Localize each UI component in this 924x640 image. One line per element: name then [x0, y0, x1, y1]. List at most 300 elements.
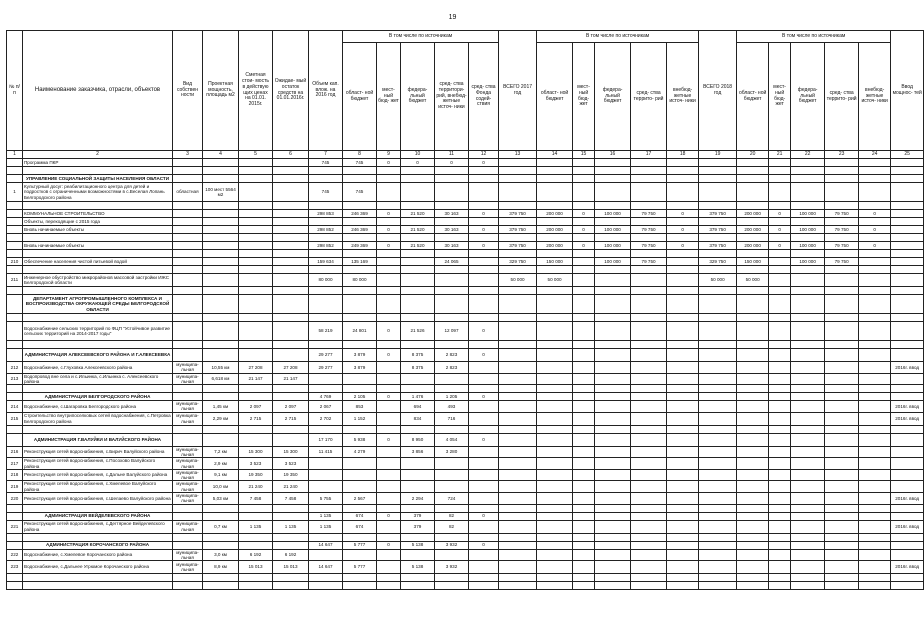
value-cell: [891, 469, 924, 481]
value-cell: [573, 549, 595, 561]
value-cell: [791, 512, 825, 520]
column-number-cell: 5: [239, 151, 273, 159]
value-cell: 50 000: [737, 274, 769, 287]
value-cell: 2016г. ввод: [891, 362, 924, 374]
value-cell: 2016г. ввод: [891, 401, 924, 413]
value-cell: [791, 218, 825, 226]
value-cell: [203, 582, 239, 590]
value-cell: [499, 520, 537, 533]
value-cell: [309, 295, 343, 314]
value-cell: [737, 287, 769, 295]
value-cell: [791, 561, 825, 574]
value-cell: [573, 481, 595, 493]
row-number-cell: [7, 341, 23, 349]
value-cell: [343, 469, 377, 481]
value-cell: [435, 287, 469, 295]
value-cell: [859, 520, 891, 533]
value-cell: [273, 258, 309, 266]
value-cell: [173, 234, 203, 242]
value-cell: [499, 349, 537, 362]
value-cell: [667, 159, 699, 167]
value-cell: [737, 202, 769, 210]
value-cell: 0: [377, 242, 401, 250]
col-total-2017-header: ВСЕГО 2017 год: [499, 31, 537, 151]
value-cell: 200 000: [537, 226, 573, 234]
value-cell: [401, 373, 435, 385]
value-cell: [203, 234, 239, 242]
value-cell: [537, 541, 573, 549]
column-number-cell: 22: [791, 151, 825, 159]
value-cell: [273, 295, 309, 314]
value-cell: [537, 504, 573, 512]
value-cell: [631, 202, 667, 210]
value-cell: [469, 481, 499, 493]
value-cell: [631, 481, 667, 493]
value-cell: [273, 266, 309, 274]
value-cell: 0: [859, 242, 891, 250]
value-cell: [891, 202, 924, 210]
value-cell: [859, 287, 891, 295]
table-row: [7, 210, 924, 218]
value-cell: [173, 533, 203, 541]
value-cell: [203, 159, 239, 167]
value-cell: [573, 295, 595, 314]
value-cell: [699, 401, 737, 413]
value-cell: [769, 393, 791, 401]
value-cell: [631, 287, 667, 295]
value-cell: [825, 425, 859, 433]
src-2017-federal: федера- льный бюджет: [595, 43, 631, 151]
value-cell: [737, 362, 769, 374]
value-cell: [499, 159, 537, 167]
value-cell: [769, 549, 791, 561]
value-cell: 19 350: [239, 469, 273, 481]
value-cell: 298 852: [309, 242, 343, 250]
value-cell: [309, 202, 343, 210]
value-cell: 0: [377, 349, 401, 362]
value-cell: 0: [469, 159, 499, 167]
value-cell: [573, 446, 595, 458]
value-cell: [173, 266, 203, 274]
value-cell: [631, 385, 667, 393]
value-cell: [203, 314, 239, 322]
value-cell: [573, 175, 595, 183]
value-cell: 200 000: [537, 242, 573, 250]
column-number-cell: 8: [343, 151, 377, 159]
value-cell: [173, 349, 203, 362]
value-cell: 745: [309, 183, 343, 202]
value-cell: [825, 520, 859, 533]
value-cell: 5 938: [343, 433, 377, 446]
value-cell: [343, 481, 377, 493]
value-cell: [825, 549, 859, 561]
value-cell: [309, 287, 343, 295]
value-cell: [377, 561, 401, 574]
value-cell: [203, 258, 239, 266]
value-cell: [699, 574, 737, 582]
value-cell: [377, 520, 401, 533]
row-number-cell: [7, 226, 23, 234]
column-number-cell: 10: [401, 151, 435, 159]
value-cell: [401, 481, 435, 493]
value-cell: [573, 385, 595, 393]
value-cell: [667, 183, 699, 202]
value-cell: [377, 183, 401, 202]
value-cell: [667, 258, 699, 266]
value-cell: [173, 341, 203, 349]
value-cell: [309, 218, 343, 226]
value-cell: [737, 314, 769, 322]
value-cell: [859, 533, 891, 541]
row-number-cell: [7, 250, 23, 258]
column-number-cell: 3: [173, 151, 203, 159]
value-cell: 0: [469, 210, 499, 218]
value-cell: [595, 504, 631, 512]
value-cell: 3 280: [435, 446, 469, 458]
column-number-cell: 11: [435, 151, 469, 159]
value-cell: [343, 287, 377, 295]
object-name-cell: Реконструкция сетей водоснабжения, с.Бирич Валуйского района: [23, 446, 173, 458]
value-cell: [859, 541, 891, 549]
value-cell: [573, 541, 595, 549]
value-cell: [737, 561, 769, 574]
row-number-cell: 220: [7, 492, 23, 504]
value-cell: [699, 385, 737, 393]
value-cell: 0: [401, 159, 435, 167]
value-cell: [401, 341, 435, 349]
value-cell: [401, 314, 435, 322]
column-number-cell: 21: [769, 151, 791, 159]
value-cell: 4 769: [309, 393, 343, 401]
value-cell: [891, 549, 924, 561]
value-cell: [537, 218, 573, 226]
value-cell: [537, 287, 573, 295]
value-cell: [595, 412, 631, 425]
value-cell: [859, 341, 891, 349]
value-cell: [737, 159, 769, 167]
value-cell: [573, 561, 595, 574]
value-cell: [173, 295, 203, 314]
value-cell: 2016г. ввод: [891, 520, 924, 533]
value-cell: [401, 218, 435, 226]
value-cell: [891, 481, 924, 493]
object-name-cell: Вновь начинаемые объекты: [23, 242, 173, 250]
value-cell: [537, 314, 573, 322]
value-cell: [737, 322, 769, 341]
value-cell: [499, 314, 537, 322]
col-estimate-header: Сметная стои- мость в действую щих ценах на 01.01. 2015г.: [239, 31, 273, 151]
value-cell: 6 192: [273, 549, 309, 561]
value-cell: [769, 582, 791, 590]
row-number-cell: 222: [7, 549, 23, 561]
value-cell: [273, 250, 309, 258]
value-cell: [273, 175, 309, 183]
src-2017-regional: област- ной бюджет: [537, 43, 573, 151]
value-cell: 24 801: [343, 322, 377, 341]
value-cell: [537, 533, 573, 541]
value-cell: 100 000: [791, 258, 825, 266]
value-cell: [573, 274, 595, 287]
value-cell: [631, 504, 667, 512]
value-cell: [309, 504, 343, 512]
value-cell: [791, 433, 825, 446]
value-cell: [343, 582, 377, 590]
value-cell: [239, 341, 273, 349]
value-cell: [667, 582, 699, 590]
value-cell: 0: [769, 226, 791, 234]
value-cell: 5 138: [401, 561, 435, 574]
value-cell: [273, 242, 309, 250]
blank-row: [7, 314, 924, 322]
value-cell: [859, 446, 891, 458]
value-cell: [595, 218, 631, 226]
object-name-cell: [23, 341, 173, 349]
value-cell: [499, 175, 537, 183]
value-cell: 7,2 км: [203, 446, 239, 458]
table-row: [7, 159, 924, 167]
value-cell: [573, 412, 595, 425]
value-cell: [203, 242, 239, 250]
value-cell: [537, 512, 573, 520]
value-cell: [859, 574, 891, 582]
value-cell: [239, 210, 273, 218]
object-name-cell: Обеспечение населения чистой питьевой водой: [23, 258, 173, 266]
value-cell: 1 135: [309, 512, 343, 520]
table-row: [7, 469, 924, 481]
value-cell: муниципа- льная: [173, 481, 203, 493]
value-cell: [859, 458, 891, 470]
value-cell: [309, 250, 343, 258]
src-2016-local: мест- ный бюд- жет: [377, 43, 401, 151]
column-number-cell: 9: [377, 151, 401, 159]
value-cell: [239, 287, 273, 295]
value-cell: 21 520: [401, 242, 435, 250]
value-cell: [203, 341, 239, 349]
value-cell: [769, 492, 791, 504]
object-name-cell: Водоснабжение, с.Глуховка Алексеевского района: [23, 362, 173, 374]
value-cell: [273, 512, 309, 520]
column-number-cell: 6: [273, 151, 309, 159]
value-cell: [343, 385, 377, 393]
value-cell: [239, 183, 273, 202]
value-cell: [769, 385, 791, 393]
table-row: [7, 242, 924, 250]
value-cell: [667, 349, 699, 362]
value-cell: [239, 512, 273, 520]
value-cell: [499, 341, 537, 349]
value-cell: [891, 458, 924, 470]
value-cell: муниципа- льная: [173, 362, 203, 374]
value-cell: [377, 533, 401, 541]
value-cell: [537, 250, 573, 258]
value-cell: 3 856: [401, 446, 435, 458]
src-2017-territory: сред- ства террито- рий: [631, 43, 667, 151]
col-remaining-header: Ожидае- мый остаток средств на 01.01.2016г.: [273, 31, 309, 151]
value-cell: 80 000: [343, 274, 377, 287]
value-cell: [737, 549, 769, 561]
value-cell: 0: [573, 210, 595, 218]
value-cell: 3 879: [343, 349, 377, 362]
value-cell: [173, 242, 203, 250]
value-cell: 0: [573, 226, 595, 234]
value-cell: [595, 458, 631, 470]
value-cell: [631, 561, 667, 574]
value-cell: [699, 561, 737, 574]
value-cell: [699, 549, 737, 561]
value-cell: 2 067: [309, 401, 343, 413]
value-cell: [469, 425, 499, 433]
table-row: [7, 258, 924, 266]
value-cell: [239, 218, 273, 226]
value-cell: [791, 401, 825, 413]
value-cell: 1 135: [239, 520, 273, 533]
value-cell: [343, 341, 377, 349]
value-cell: [173, 504, 203, 512]
value-cell: [891, 393, 924, 401]
table-row: [7, 362, 924, 374]
value-cell: 15 300: [239, 446, 273, 458]
value-cell: [273, 504, 309, 512]
object-name-cell: Культурный досуг: реабилитационного центра для детей и подростков с ограниченными возможностями в с.Веселая Лопань Белгородского района: [23, 183, 173, 202]
blank-row: [7, 425, 924, 433]
value-cell: 100 000: [595, 258, 631, 266]
value-cell: [401, 295, 435, 314]
value-cell: [343, 250, 377, 258]
row-number-cell: 223: [7, 561, 23, 574]
value-cell: [667, 425, 699, 433]
object-name-cell: АДМИНИСТРАЦИЯ ВЕЙДЕЛЕВСКОГО РАЙОНА: [23, 512, 173, 520]
value-cell: 379: [401, 520, 435, 533]
value-cell: [173, 274, 203, 287]
table-row: [7, 458, 924, 470]
value-cell: [667, 512, 699, 520]
value-cell: [769, 274, 791, 287]
value-cell: [859, 504, 891, 512]
column-number-cell: 13: [499, 151, 537, 159]
value-cell: [273, 341, 309, 349]
value-cell: [699, 218, 737, 226]
row-number-cell: [7, 425, 23, 433]
value-cell: [769, 512, 791, 520]
value-cell: [537, 295, 573, 314]
value-cell: [377, 401, 401, 413]
value-cell: 493: [435, 401, 469, 413]
value-cell: [537, 520, 573, 533]
value-cell: [469, 202, 499, 210]
value-cell: [203, 287, 239, 295]
value-cell: [769, 574, 791, 582]
row-number-cell: [7, 234, 23, 242]
value-cell: [667, 504, 699, 512]
value-cell: 12 097: [435, 322, 469, 341]
value-cell: [825, 167, 859, 175]
value-cell: [891, 541, 924, 549]
value-cell: [203, 541, 239, 549]
value-cell: [239, 385, 273, 393]
value-cell: [769, 349, 791, 362]
value-cell: [469, 234, 499, 242]
blank-row: [7, 385, 924, 393]
value-cell: муниципа- льная: [173, 458, 203, 470]
value-cell: [791, 549, 825, 561]
value-cell: [377, 373, 401, 385]
value-cell: [631, 183, 667, 202]
value-cell: [891, 373, 924, 385]
value-cell: 0: [859, 226, 891, 234]
value-cell: [343, 574, 377, 582]
row-number-cell: [7, 322, 23, 341]
value-cell: 21 520: [401, 226, 435, 234]
value-cell: [203, 574, 239, 582]
value-cell: 2,29 км: [203, 412, 239, 425]
column-number-cell: 17: [631, 151, 667, 159]
table-row: [7, 549, 924, 561]
value-cell: [537, 322, 573, 341]
value-cell: [499, 362, 537, 374]
value-cell: [737, 512, 769, 520]
value-cell: [173, 433, 203, 446]
value-cell: 2 702: [309, 412, 343, 425]
value-cell: [537, 433, 573, 446]
value-cell: [173, 167, 203, 175]
value-cell: 0: [377, 226, 401, 234]
value-cell: 2 294: [401, 492, 435, 504]
column-number-cell: 20: [737, 151, 769, 159]
value-cell: 5 138: [401, 541, 435, 549]
value-cell: [769, 446, 791, 458]
value-cell: 5 777: [343, 561, 377, 574]
table-row: [7, 481, 924, 493]
value-cell: [273, 533, 309, 541]
object-name-cell: [23, 385, 173, 393]
object-name-cell: АДМИНИСТРАЦИЯ АЛЕКСЕЕВСКОГО РАЙОНА И Г.АЛЕКСЕЕВКА: [23, 349, 173, 362]
value-cell: 2 823: [435, 349, 469, 362]
row-number-cell: 212: [7, 362, 23, 374]
value-cell: [573, 433, 595, 446]
value-cell: [825, 433, 859, 446]
value-cell: [203, 512, 239, 520]
value-cell: [273, 218, 309, 226]
value-cell: 30 163: [435, 210, 469, 218]
value-cell: [573, 574, 595, 582]
value-cell: [401, 175, 435, 183]
value-cell: [891, 274, 924, 287]
value-cell: 0,7 км: [203, 520, 239, 533]
value-cell: [469, 412, 499, 425]
value-cell: [737, 574, 769, 582]
value-cell: [203, 226, 239, 234]
value-cell: 853: [343, 401, 377, 413]
value-cell: [737, 412, 769, 425]
value-cell: [537, 469, 573, 481]
value-cell: [595, 314, 631, 322]
value-cell: [859, 159, 891, 167]
value-cell: 694: [401, 401, 435, 413]
value-cell: [825, 492, 859, 504]
value-cell: [791, 159, 825, 167]
value-cell: [859, 492, 891, 504]
value-cell: [499, 385, 537, 393]
value-cell: 100 000: [791, 226, 825, 234]
value-cell: [699, 295, 737, 314]
object-name-cell: [23, 202, 173, 210]
value-cell: [173, 258, 203, 266]
value-cell: 8 375: [401, 349, 435, 362]
value-cell: 0: [469, 242, 499, 250]
value-cell: [737, 504, 769, 512]
value-cell: [737, 218, 769, 226]
table-row: [7, 492, 924, 504]
